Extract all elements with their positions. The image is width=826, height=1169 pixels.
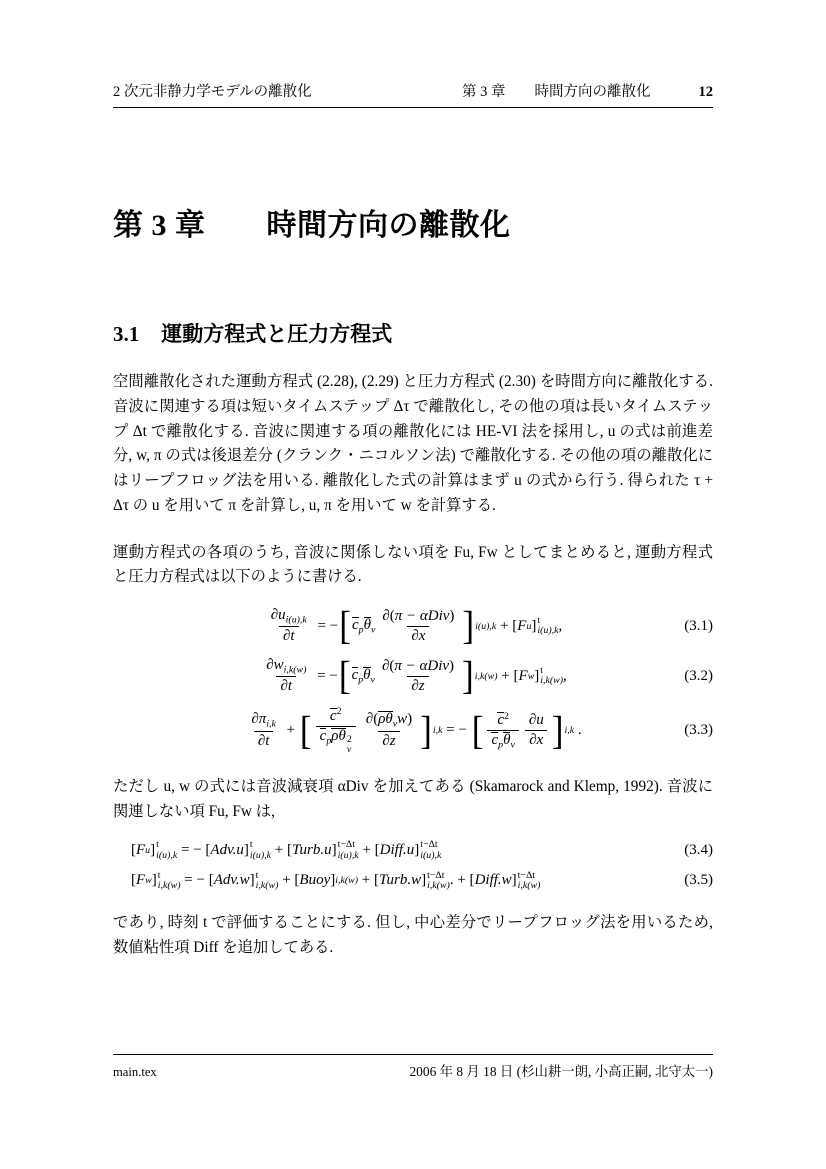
equation-3-1-body: $\frac{\partial u_{i(u),k}}{\partial t}$ = − [ $c_p\theta_v$ $\frac{\text{∂(π − αDiv)}}{\partial x}$ ] i(u),k + [ F u ] t i(u),k , xyxy=(270,603,563,648)
equation-3-1-number: (3.1) xyxy=(684,617,713,634)
paragraph-3: ただし u, w の式には音波減衰項 αDiv を加えてある (Skamarock and Klemp, 1992). 音波に関連しない項 Fu, Fw は, xyxy=(113,777,713,820)
section-number: 3.1 xyxy=(113,322,140,346)
running-head xyxy=(113,80,713,108)
equation-3-2-number: (3.2) xyxy=(684,667,713,684)
equation-3-4-body: [ F u ] t i(u),k = − [ Adv.u ] t i(u),k + [ Turb.u ] t−Δt i(u),k + [ Diff.u ] t−Δt i(u),k xyxy=(131,839,442,861)
chapter-title: 第 3 章 時間方向の離散化 xyxy=(113,209,511,242)
footer-date-authors: 2006 年 8 月 18 日 (杉山耕一朗, 小高正嗣, 北守太一) xyxy=(409,1064,713,1079)
equation-3-4 xyxy=(113,840,713,860)
equation-3-3-number: (3.3) xyxy=(684,722,713,739)
section-title: 運動方程式と圧力方程式 xyxy=(161,322,393,346)
equation-3-5 xyxy=(113,871,713,891)
paragraph-1: 空間離散化された運動方程式 (2.28), (2.29) と圧力方程式 (2.30) を時間方向に離散化する. 音波に関連する項は短いタイムステップ Δτ で離散化し, その他の項は長いタイムステップ Δt で離散化する. 音波に関連する項の離散化には HE-VI 法を採用し, u の式は前進差分, w, π の式は後退差分 (クランク・ニコルソン法) で離散化する. その他の項の離散化にはリープフロッグ法を用いる. 離散化した式の計算はまず u の式から行う. 得られた τ + Δτ の u を用いて π を計算し, u, π を用いて w を計算する. xyxy=(113,373,713,514)
equation-group-forcing xyxy=(113,840,713,890)
equation-3-5-body: [ F w ] t i,k(w) = − [ Adv.w ] t i,k(w) + [ Buoy ] i,k(w) + [ Turb.w ] t−Δt i,k(w) . + [ Diff.w ] t−Δt i,k(w) xyxy=(131,869,541,891)
equation-3-5-number: (3.5) xyxy=(684,872,713,889)
page-footer xyxy=(113,1054,713,1080)
equation-3-2-body: $\frac{\partial w_{i,k(w)}}{\partial t}$ = − [ $c_p\theta_v$ $\frac{\text{∂(π − αDiv)}}{\partial z}$ ] i,k(w) + [ F w ] t i,k(w) , xyxy=(266,653,567,698)
page-number: 12 xyxy=(698,84,713,100)
paragraph-2: 運動方程式の各項のうち, 音波に関係しない項を Fu, Fw としてまとめると, 運動方程式と圧力方程式は以下のように書ける. xyxy=(113,543,713,586)
section-heading xyxy=(113,318,713,348)
equation-3-4-number: (3.4) xyxy=(684,842,713,859)
footer-filename: main.tex xyxy=(113,1065,157,1079)
equation-3-3-body: $\frac{\partial\pi_{i,k}}{\partial t}$ + [ $c^2$ $c_p\rho\theta$ 2 v $\frac{\partial(\rho\theta_vw)}{\partial z}$ ] i,k = − [ $\frac{c^2}{c_p\theta_v}$ $\frac{\partial u}{\partial x}$ ] i,k . xyxy=(251,706,582,755)
page-content xyxy=(113,80,713,960)
equation-3-3 xyxy=(113,706,713,755)
running-head-left: 2 次元非静力学モデルの離散化 xyxy=(113,84,312,100)
equation-3-1 xyxy=(113,603,713,648)
equation-group-momentum xyxy=(113,603,713,755)
equation-3-2 xyxy=(113,653,713,698)
running-head-middle: 第 3 章 時間方向の離散化 xyxy=(462,84,651,100)
paragraph-4: であり, 時刻 t で評価することにする. 但し, 中心差分でリープフロッグ法を用いるため, 数値粘性項 Diff を追加してある. xyxy=(113,913,713,956)
